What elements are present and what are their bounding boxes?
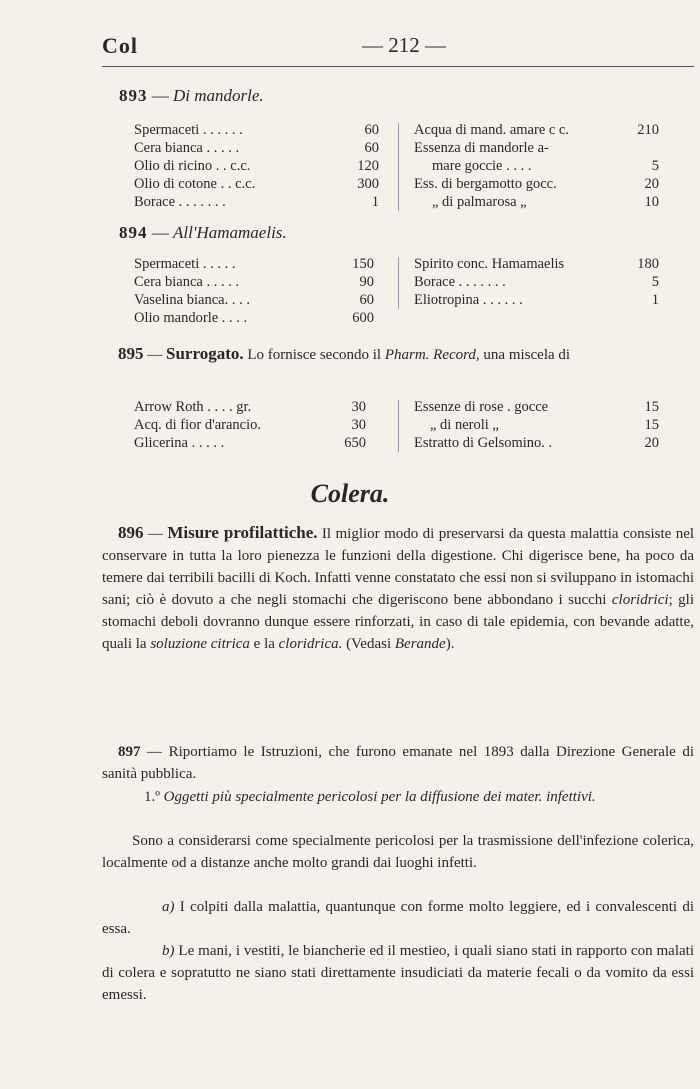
recipe-893-table [134,121,659,213]
ingredients-right [414,121,659,211]
paragraph-number: 897 [118,744,141,760]
italic-term: soluzione citrica [150,636,250,652]
ingredient-row: Olio di cotone . . c.c. 300 [134,176,379,192]
ingredients-right [414,255,659,309]
point-1-text: Sono a considerarsi come specialmente pericolosi per la trasmissione dell'infezione colerica, localmente od a distanze anche molto grandi dai luoghi infetti. [102,833,694,871]
dash: — [147,223,173,242]
recipe-894-title [119,223,287,243]
item-a [102,896,694,940]
ingredient-row: Borace . . . . . . . 5 [414,274,659,290]
paragraph-number: 896 [118,523,144,542]
ingredient-row: Cera bianca . . . . . 60 [134,140,379,156]
ingredient-row: Essenze di rose . gocce 15 [414,399,659,415]
recipe-894-table [134,255,659,329]
ingredient-row: Olio di ricino . . c.c. 120 [134,158,379,174]
body-text: una miscela di [479,347,571,363]
header-rule [102,66,694,67]
italic-term: cloridrici [611,592,669,608]
ingredient-row: Estratto di Gelsomino. . 20 [414,435,659,451]
page-number: — 212 — [362,33,446,57]
source-reference: Pharm. Record, [384,347,480,363]
body-text: I colpiti dalla malattia, quantunque con forme molto leggiere, ed i convalescenti di essa. [102,899,694,937]
ingredient-row: „ di neroli „ 15 [430,417,659,433]
ingredients-left [134,255,374,327]
ingredients-left [134,121,379,211]
ingredient-row: „ di palmarosa „ 10 [432,194,659,210]
ingredient-row: Glicerina . . . . . 650 [134,435,366,451]
body-text: Le mani, i vestiti, le biancherie ed il mestieo, i quali siano stati in rapporto con malati di colera e sopratutto ne siano stati direttamente insudiciati da materie fecali o da vomito da essi emessi. [102,943,694,1003]
ingredient-row: Arrow Roth . . . . gr. 30 [134,399,366,415]
recipe-number: 893 [119,86,148,105]
point-title: Oggetti più specialmente pericolosi per la diffusione dei mater. infettivi. [163,789,596,805]
recipe-name: Surrogato. [166,344,244,363]
point-1 [102,786,694,808]
dash: — [143,526,168,542]
ingredient-row: Borace . . . . . . . 1 [134,194,379,210]
column-divider [398,123,399,211]
page-header [102,33,694,65]
ingredient-row: Cera bianca . . . . . 90 [134,274,374,290]
ingredient-row: Olio mandorle . . . . 600 [134,310,374,326]
ingredient-row: Spermaceti . . . . . . 60 [134,122,379,138]
body-text: e la [249,636,279,652]
ingredients-left [134,398,366,452]
body-text: (Vedasi [342,636,395,652]
ingredient-row: Acqua di mand. amare c c. 210 [414,122,659,138]
column-divider [398,400,399,452]
recipe-name: Di mandorle. [173,86,264,105]
recipe-number: 894 [119,223,148,242]
paragraph-title: Misure profilattiche. [167,523,318,542]
item-letter: a) [162,899,175,915]
ingredient-row: mare goccie . . . . 5 [432,158,659,174]
body-text: Il miglior modo di preservarsi da questa malattia consiste nel conservare in tutta la loro pienezza le funzioni della digestione. Chi digerisce bene, ha poco da temere dai terribili bacilli di Koch. Infatti venne constatato che essi non si sviluppano in istomachi sani; ciò è dovuto a che negli stomachi che digeriscono bene abbondano i succhi [102,526,695,608]
item-letter: b) [162,943,175,959]
ingredient-row: Eliotropina . . . . . . 1 [414,292,659,308]
ingredient-row: Vaselina bianca. . . . 60 [134,292,374,308]
ingredient-row: Spirito conc. Hamamaelis 180 [414,256,659,272]
ingredient-row: Acq. di fior d'arancio. 30 [134,417,366,433]
italic-term: cloridrica. [278,636,343,652]
body-text: — Riportiamo le Istruzioni, che furono emanate nel 1893 dalla Direzione Generale di sanità pubblica. [102,744,694,782]
recipe-name: All'Hamamaelis. [173,223,287,242]
point-number: 1.º [144,789,164,805]
recipe-893-title [119,86,264,106]
recipe-895-intro [102,342,694,367]
dash: — [147,86,173,105]
column-divider [398,257,399,309]
recipe-number: 895 [118,344,144,363]
paragraph-897 [102,741,694,785]
ingredient-row: Ess. di bergamotto gocc. 20 [414,176,659,192]
section-heading: Colera. [310,479,390,508]
paragraph-896 [102,522,694,655]
body-text: ; gli stomachi deboli dovranno dunque essere rinforzati, in caso di tale epidemia, con bevande adatte, quali la [102,592,694,652]
body-text: Lo fornisce secondo il [243,347,385,363]
ingredient-row: Essenza di mandorle a- [414,140,549,156]
ingredient-row: Spermaceti . . . . . 150 [134,256,374,272]
item-b [102,940,694,1006]
dash: — [143,347,166,363]
ingredients-right [414,398,659,452]
running-head: Col [102,33,138,58]
cross-reference: Berande [394,636,446,652]
recipe-895-table [134,398,659,454]
body-text: ). [445,636,455,652]
